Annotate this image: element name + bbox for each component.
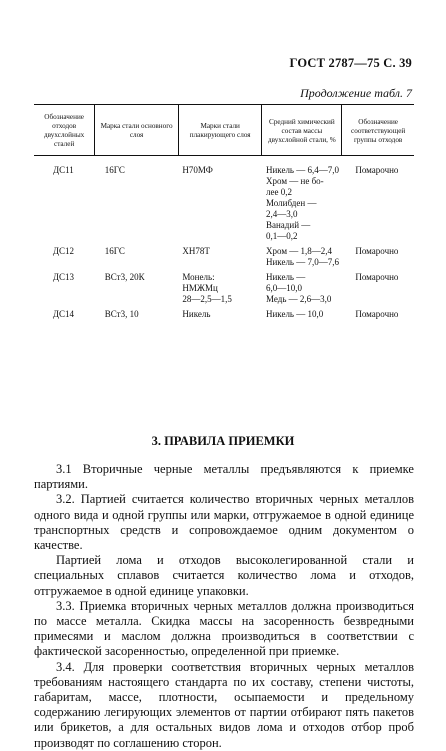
col-header-waste-group: Обозначение соответствующей группы отходов <box>342 105 414 156</box>
page-header: ГОСТ 2787—75 С. 39 <box>289 56 412 70</box>
alloy-table <box>34 104 414 324</box>
paragraph: Партией лома и отходов высоколегированной стали и специальных сплавов считается количество лома и отходов, отгружаемое в одной единице упаковки. <box>34 553 414 598</box>
cell-designation: ДС14 <box>52 309 74 319</box>
cell-clad-steel: ХН78Т <box>182 246 210 256</box>
cell-designation: ДС12 <box>52 246 74 256</box>
cell-composition: Никель — 6,4—7,0 Хром — не бо- лее 0,2 Молибден — 2,4—3,0 Ванадий — 0,1—0,2 <box>265 165 340 241</box>
paragraph: 3.1 Вторичные черные металлы предъявляются к приемке партиями. <box>34 462 414 492</box>
cell-composition: Хром — 1,8—2,4 Никель — 7,0—7,6 <box>265 246 340 267</box>
cell-clad-steel: Никель <box>182 309 211 319</box>
section-body <box>34 454 414 751</box>
cell-clad-steel: Н70МФ <box>182 165 213 175</box>
cell-designation: ДС13 <box>52 272 74 282</box>
table-header-row <box>34 105 414 156</box>
table-row <box>34 246 414 272</box>
col-header-clad-steel: Марки стали плакирующего слоя <box>178 105 262 156</box>
cell-waste-group: Помарочно <box>355 246 399 256</box>
cell-composition: Никель — 10,0 <box>265 309 324 319</box>
cell-waste-group: Помарочно <box>355 272 399 282</box>
section-title: 3. ПРАВИЛА ПРИЕМКИ <box>151 434 295 448</box>
table-row <box>34 156 414 247</box>
cell-base-steel: 16ГС <box>104 246 125 256</box>
paragraph: 3.4. Для проверки соответствия вторичных черных металлов требованиям настоящего стандарта по их составу, степени чистоты, габаритам, массе, плотности, осыпаемости и предельному содержанию легирующих элементов от партии отбирают пять пакетов или брикетов, а для остальных видов лома и отходов отбор проб производят по соглашению сторон. <box>34 659 414 750</box>
cell-clad-steel: Монель: НМЖМц 28—2,5—1,5 <box>182 272 232 304</box>
cell-waste-group: Помарочно <box>355 309 399 319</box>
table-continuation-label: Продолжение табл. 7 <box>300 86 412 100</box>
cell-base-steel: ВСт3, 10 <box>104 309 139 319</box>
paragraph: 3.2. Партией считается количество вторичных черных металлов одного вида и одной группы или марки, отгружаемое в одной единице транспортных средств и сопровождаемое одним документом о качестве. <box>34 492 414 553</box>
col-header-base-steel: Марка стали основного слоя <box>95 105 179 156</box>
col-header-designation: Обозначение отходов двухслойных сталей <box>34 105 95 156</box>
cell-composition: Никель — 6,0—10,0 Медь — 2,6—3,0 <box>265 272 332 304</box>
paragraph: 3.3. Приемка вторичных черных металлов должна производиться по массе металла. Скидка массы на засоренность безвредными примесями и маслом должна производиться в соответствии с фактической засоренностью, определенной при приемке. <box>34 598 414 659</box>
cell-designation: ДС11 <box>52 165 74 175</box>
cell-base-steel: 16ГС <box>104 165 125 175</box>
table-row <box>34 309 414 324</box>
cell-waste-group: Помарочно <box>355 165 399 175</box>
cell-base-steel: ВСт3, 20К <box>104 272 145 282</box>
col-header-composition: Средний химический состав массы двухслойной стали, % <box>262 105 342 156</box>
table-row <box>34 272 414 309</box>
